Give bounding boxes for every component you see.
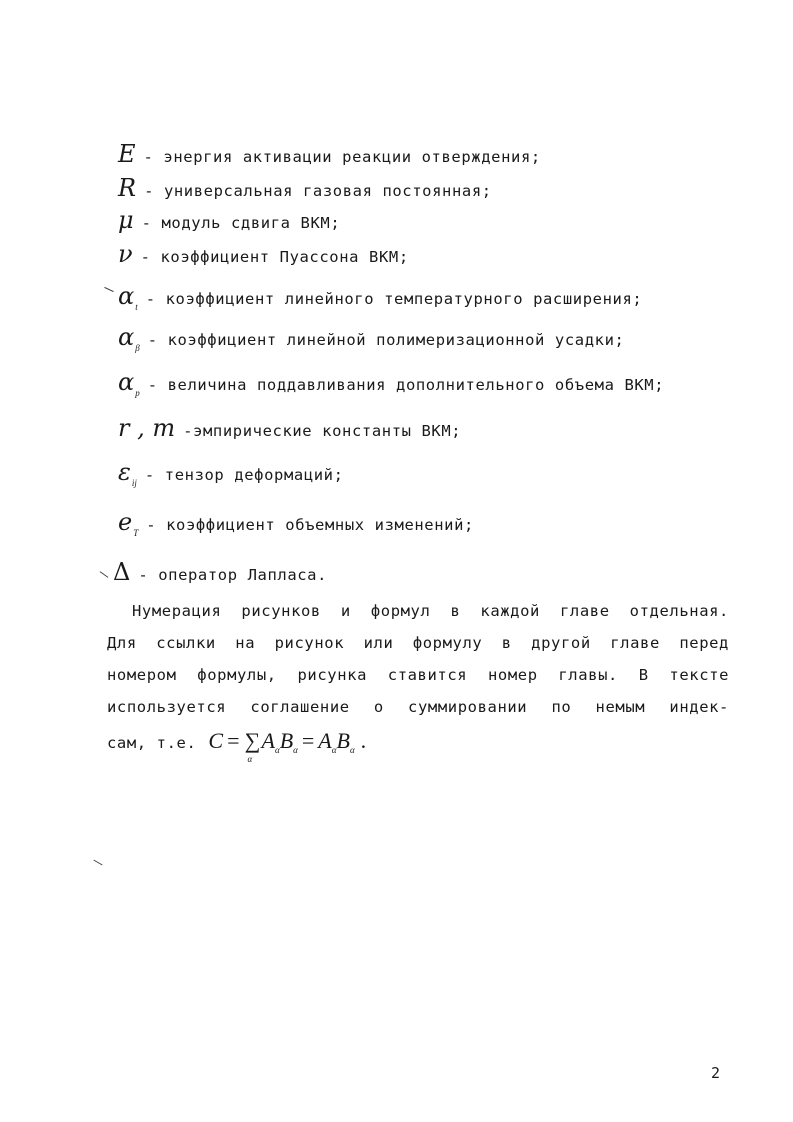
definition-symbol: ν [118, 240, 133, 268]
definition-laplace [113, 558, 327, 586]
margin-mark [100, 571, 109, 578]
definition-symbol: E [118, 140, 136, 168]
margin-mark [93, 860, 102, 866]
paragraph-line-3: номером формулы, рисунка ставится номер главы. В тексте [107, 666, 729, 684]
definition-symbol: $e_T$ [118, 508, 139, 538]
definition-symbol: r , m [118, 414, 176, 442]
definition-symbol: Δ [113, 558, 131, 586]
definition-strain-tensor [118, 458, 344, 488]
definition-text: - коэффициент линейного температурного расширения; [145, 290, 643, 308]
definition-thermal-expansion [118, 282, 642, 312]
definition-text: - величина поддавливания дополнительного объема ВКМ; [147, 376, 665, 394]
definition-gas-constant [118, 174, 492, 202]
definition-volume-change [118, 508, 474, 538]
definition-energy [118, 140, 541, 168]
definition-polymerization-shrinkage [118, 323, 624, 353]
definition-text: - тензор деформаций; [144, 466, 344, 484]
definition-text: - универсальная газовая постоянная; [144, 182, 492, 200]
summation-formula: C = ∑ α $A_\alpha B_\alpha = A_\alpha B_\alpha$ . [208, 728, 367, 764]
definition-symbol: μ [118, 206, 134, 234]
definition-shear-modulus [118, 206, 340, 234]
definition-symbol: $\varepsilon_{ij}$ [118, 458, 137, 488]
definition-text: - оператор Лапласа. [138, 566, 328, 584]
definition-text: - энергия активации реакции отверждения; [143, 148, 541, 166]
definition-symbol: $\alpha_p$ [118, 368, 140, 398]
sum-symbol: ∑ α [244, 728, 261, 764]
definition-text: - коэффициент линейной полимеризационной усадки; [147, 331, 625, 349]
definition-text: -эмпирические константы ВКМ; [183, 422, 462, 440]
paragraph-line-2: Для ссылки на рисунок или формулу в другой главе перед [107, 634, 729, 652]
definition-symbol: $\alpha_t$ [118, 282, 138, 312]
definition-empirical-constants [118, 414, 461, 442]
definition-text: - модуль сдвига ВКМ; [141, 214, 341, 232]
definition-poisson [118, 240, 409, 268]
paragraph-line-5: сам, т.е. C = ∑ α $A_\alpha B_\alpha = A_\alpha B_\alpha$ . [107, 728, 367, 764]
paragraph-line-1: Нумерация рисунков и формул в каждой главе отдельная. [132, 602, 729, 620]
definition-text: - коэффициент Пуассона ВКМ; [140, 248, 409, 266]
paragraph-line-4: используется соглашение о суммировании по немым индек- [107, 698, 729, 716]
definition-symbol: $\alpha_\beta$ [118, 323, 140, 353]
margin-mark [104, 287, 113, 292]
definition-extra-volume [118, 368, 664, 398]
page-number: 2 [711, 1064, 721, 1082]
definition-symbol: R [118, 174, 137, 202]
definition-text: - коэффициент объемных изменений; [146, 516, 474, 534]
